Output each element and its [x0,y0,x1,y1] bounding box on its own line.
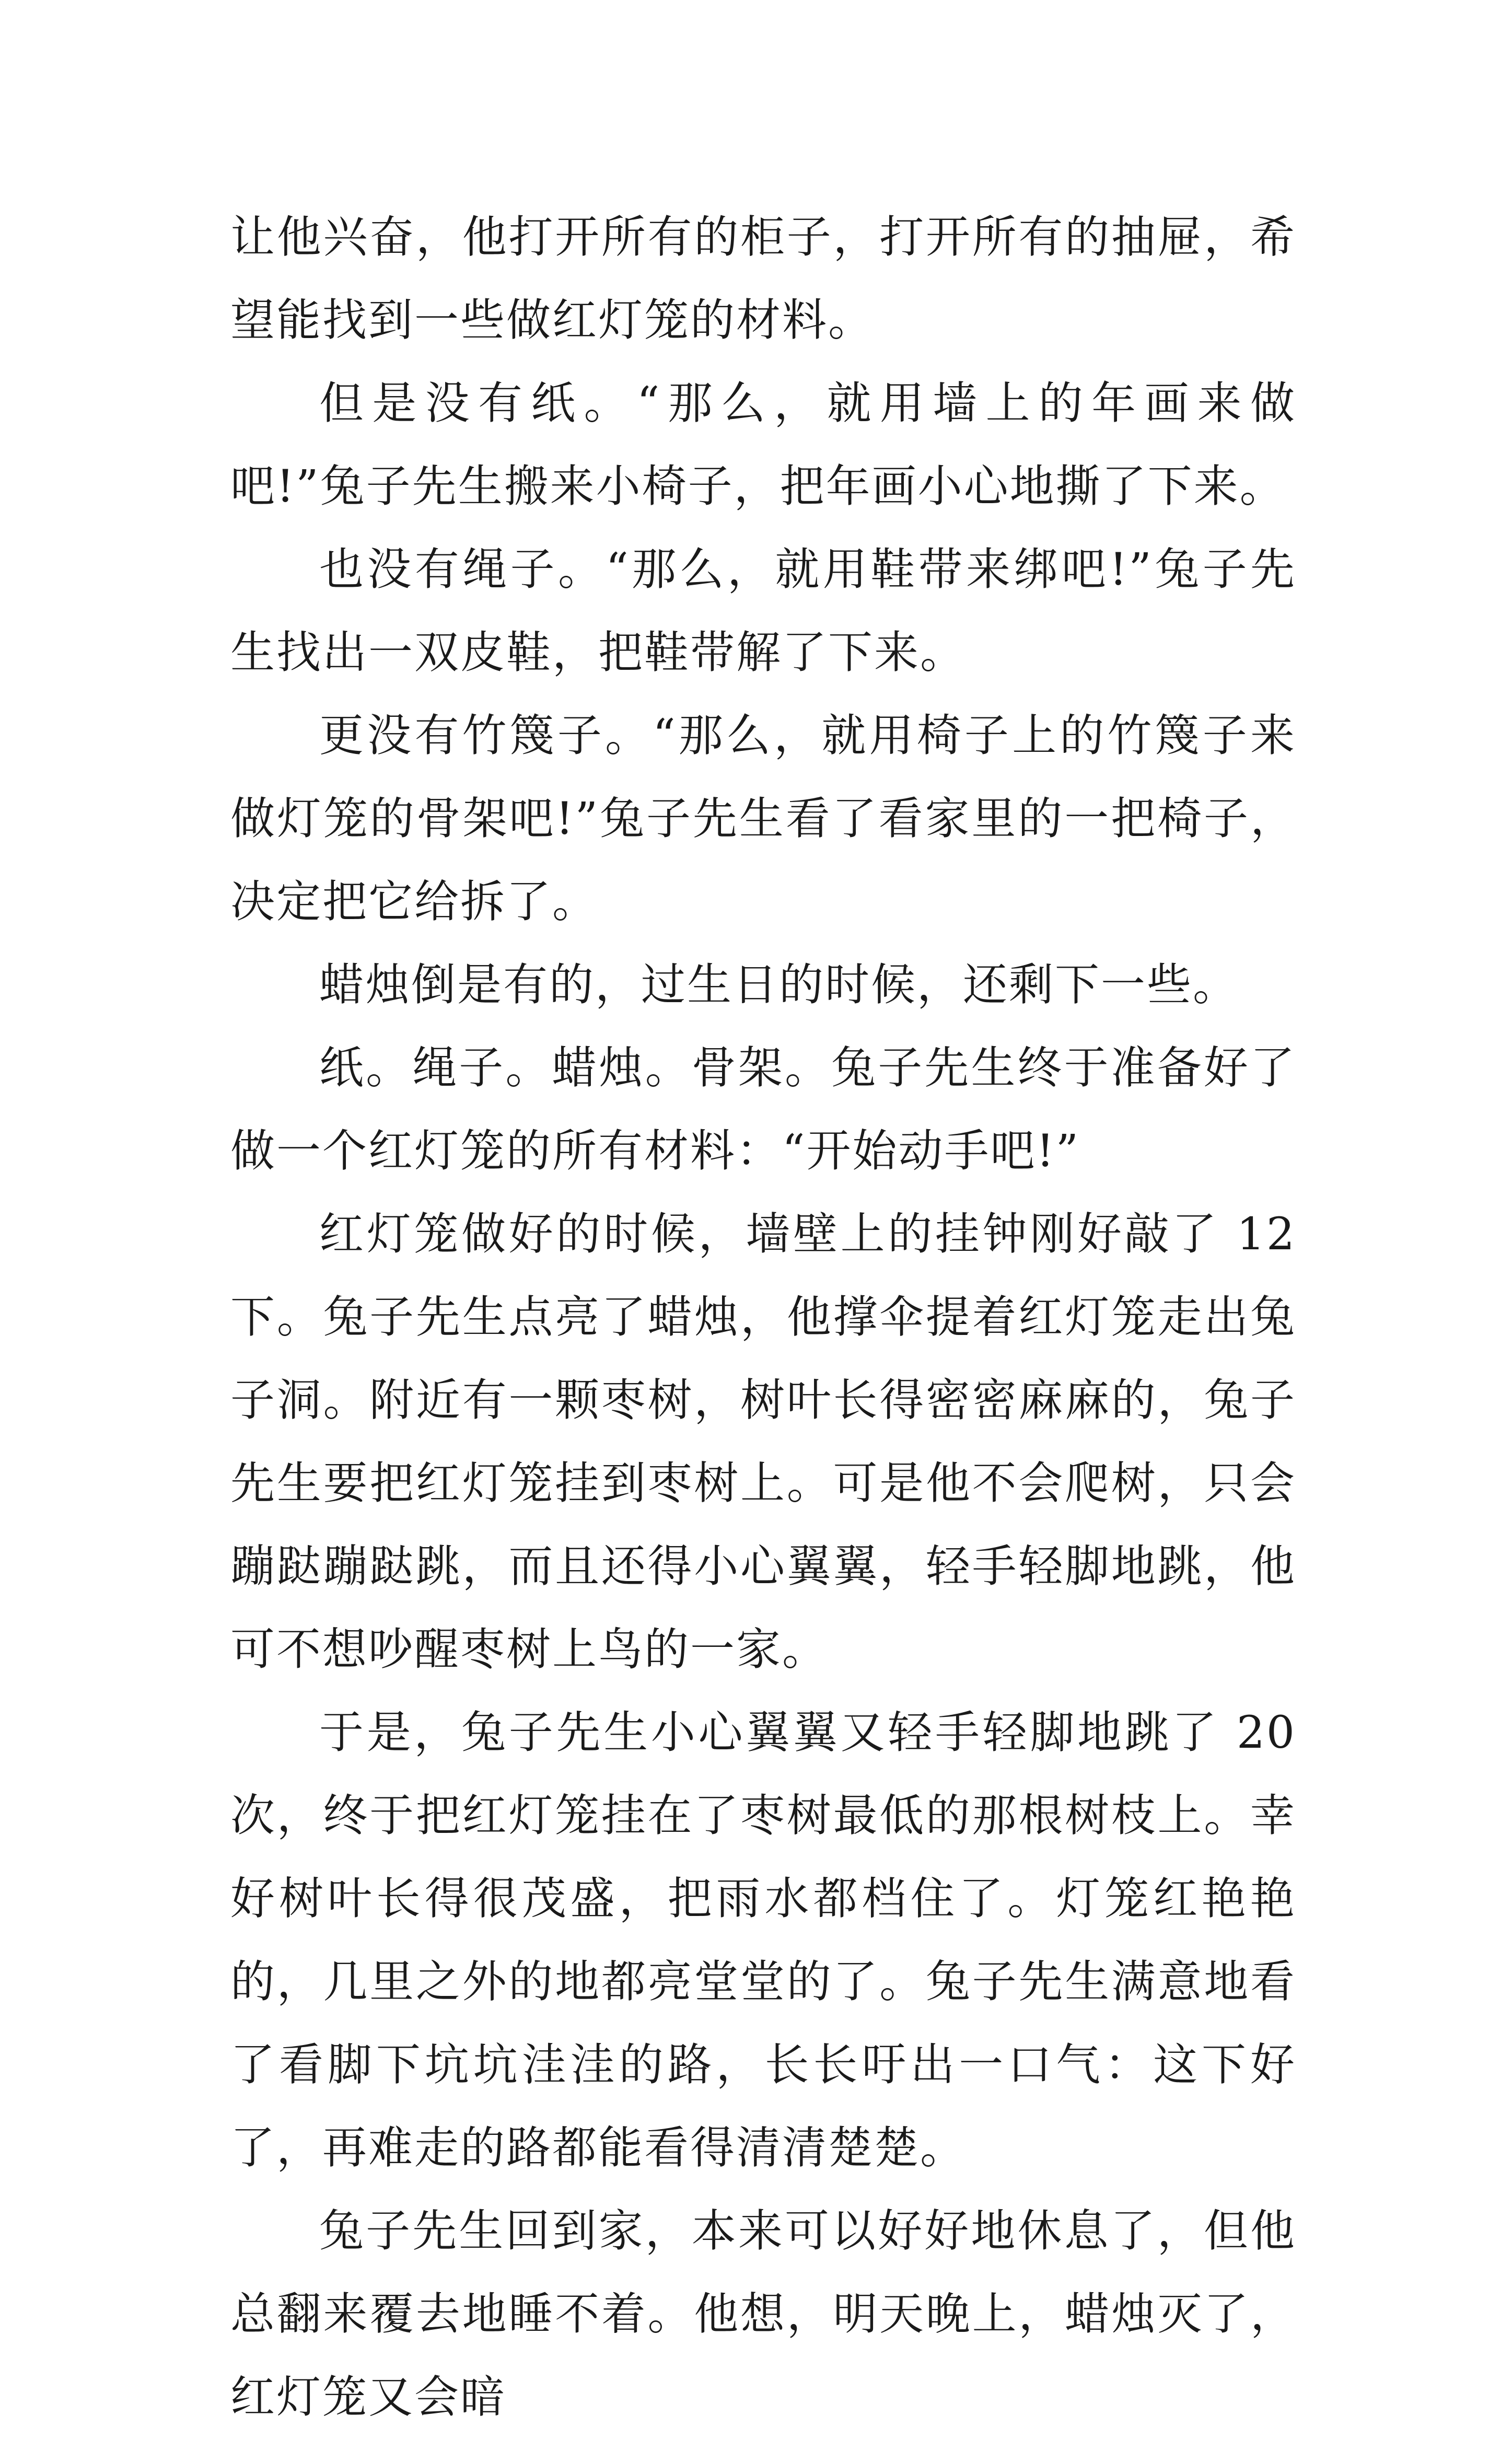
paragraph: 蜡烛倒是有的，过生日的时候，还剩下一些。 [319,959,1239,1011]
paragraph: 红灯笼做好的时候，墙壁上的挂钟刚好敲了 12 下。兔子先生点亮了蜡烛，他撑伞提着红灯笼走出兔子洞。附近有一颗枣树，树叶长得密密麻麻的，兔子先生要把红灯笼挂到枣树上。可是他不会爬树，只会蹦跶蹦跶跳，而且还得小心翼翼，轻手轻脚地跳，他可不想吵醒枣树上鸟的一家。 [230,1209,1296,1676]
paragraph: 但是没有纸。“那么，就用墙上的年画来做吧!”兔子先生搬来小椅子，把年画小心地撕了下来。 [230,378,1296,513]
paragraph: 让他兴奋，他打开所有的柜子，打开所有的抽屉，希望能找到一些做红灯笼的材料。 [230,212,1296,346]
paragraph: 也没有绳子。“那么，就用鞋带来绑吧!”兔子先生找出一双皮鞋，把鞋带解了下来。 [230,544,1296,679]
paragraph: 纸。绳子。蜡烛。骨架。兔子先生终于准备好了做一个红灯笼的所有材料：“开始动手吧!” [230,1042,1296,1177]
paragraph: 于是，兔子先生小心翼翼又轻手轻脚地跳了 20 次，终于把红灯笼挂在了枣树最低的那根树枝上。幸好树叶长得很茂盛，把雨水都档住了。灯笼红艳艳的，几里之外的地都亮堂堂的了。兔子先生满意地看了看脚下坑坑洼洼的路，长长吁出一口气：这下好了，再难走的路都能看得清清楚楚。 [230,1707,1296,2174]
story-text [230,196,1296,2439]
paragraph: 兔子先生回到家，本来可以好好地休息了，但他总翻来覆去地睡不着。他想，明天晚上，蜡烛灭了，红灯笼又会暗 [230,2205,1296,2423]
paragraph: 更没有竹篾子。“那么，就用椅子上的竹篾子来做灯笼的骨架吧!”兔子先生看了看家里的一把椅子，决定把它给拆了。 [230,710,1296,928]
